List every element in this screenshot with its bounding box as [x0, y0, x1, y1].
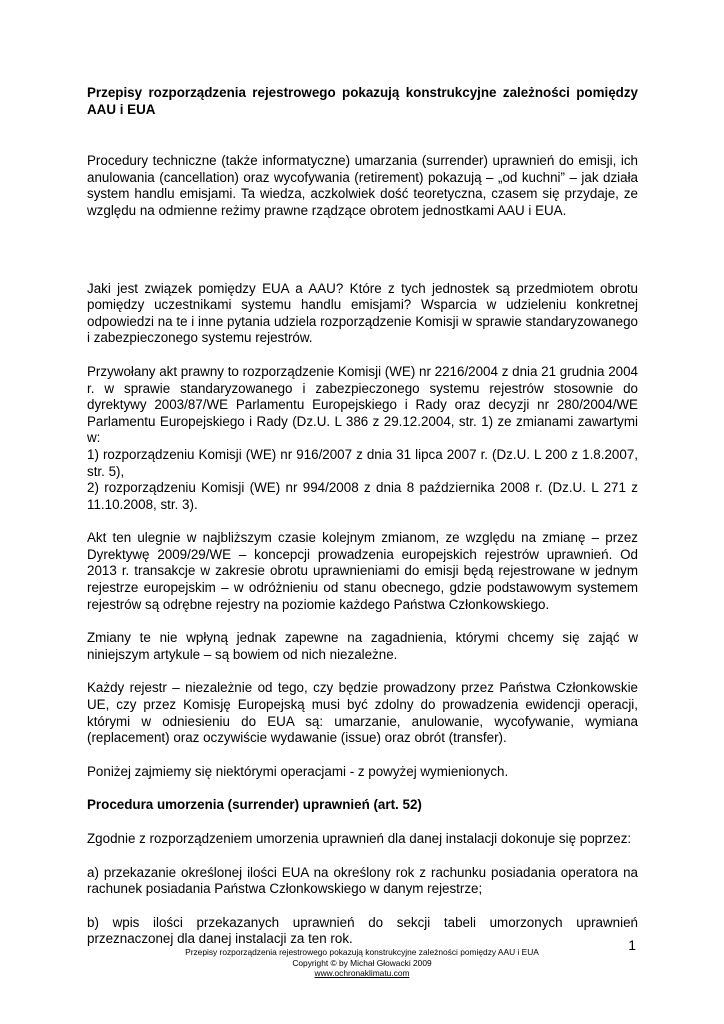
amendment-item-2: 2) rozporządzeniu Komisji (WE) nr 994/2008 z dnia 8 października 2008 r. (Dz.U. L 271 z 11.10.2008, str. 3). — [87, 480, 638, 512]
footer-website-link[interactable]: www.ochronaklimatu.com — [314, 968, 410, 979]
legal-act-paragraph: Przywołany akt prawny to rozporządzenie Komisji (WE) nr 2216/2004 z dnia 21 grudnia 2004 r. w sprawie standaryzowanego i zabezpieczonego systemu rejestrów stosownie do dyrektywy 2003/87/WE Parlamentu Europejskiego i Rady oraz decyzji nr 280/2004/WE Parlamentu Europejskiego i Rady (Dz.U. L 386 z 29.12.2004, str. 1) ze zmianami zawartymi w: — [87, 363, 638, 446]
operations-intro-paragraph: Poniżej zajmiemy się niektórymi operacjami - z powyżej wymienionych. — [87, 763, 509, 779]
page-number: 1 — [628, 937, 636, 953]
changes-paragraph: Akt ten ulegnie w najbliższym czasie kolejnym zmianom, ze względu na zmianę – przez Dyrektywę 2009/29/WE – koncepcji prowadzenia europejskich rejestrów uprawnień. Od 2013 r. transakcje w zakresie obrotu uprawnieniami do emisji będą rejestrowane w jednym rejestrze europejskim – w odróżnieniu od stanu obecnego, gdzie podstawowym systemem rejestrów są odrębne rejestry na poziomie każdego Państwa Członkowskiego. — [87, 530, 638, 612]
registry-paragraph: Każdy rejestr – niezależnie od tego, czy będzie prowadzony przez Państwa Członkowskie UE, czy przez Komisję Europejską musi być zdolny do prowadzenia ewidencji operacji, którymi w odniesieniu do EUA są: umarzanie, anulowanie, wycofywanie, wymiana (replacement) oraz oczywiście wydawanie (issue) oraz obrót (transfer). — [87, 680, 638, 746]
question-paragraph: Jaki jest związek pomiędzy EUA a AAU? Które z tych jednostek są przedmiotem obrotu pomiędzy uczestnikami systemu handlu emisjami? Wsparcia w udzieleniu konkretnej odpowiedzi na te i inne pytania udziela rozporządzenie Komisji w sprawie standaryzowanego i zabezpieczonego systemu rejestrów. — [87, 280, 638, 346]
surrender-step-a: a) przekazanie określonej ilości EUA na określony rok z rachunku posiadania operatora na rachunek posiadania Państwa Członkowskiego w danym rejestrze; — [87, 864, 638, 897]
amendment-item-1: 1) rozporządzeniu Komisji (WE) nr 916/2007 z dnia 31 lipca 2007 r. (Dz.U. L 200 z 1.8.2007, str. 5), — [87, 446, 638, 479]
footer-title: Przepisy rozporządzenia rejestrowego pokazują konstrukcyjne zależności pomiędzy AAU i EUA — [185, 947, 539, 957]
document-title: Przepisy rozporządzenia rejestrowego pokazują konstrukcyjne zależności pomiędzy AAU i EUA — [87, 85, 638, 117]
footer-copyright: Copyright © by Michał Głowacki 2009 — [292, 957, 432, 968]
scope-paragraph: Zmiany te nie wpłyną jednak zapewne na zagadnienia, którymi chcemy się zająć w niniejszym artykule – są bowiem od nich niezależne. — [87, 630, 638, 662]
document-body — [87, 85, 638, 948]
surrender-step-b: b) wpis ilości przekazanych uprawnień do sekcji tabeli umorzonych uprawnień przeznaczonej dla danej instalacji za ten rok. — [87, 914, 638, 947]
section-heading: Procedura umorzenia (surrender) uprawnień (art. 52) — [87, 797, 422, 813]
intro-paragraph: Procedury techniczne (także informatyczne) umarzania (surrender) uprawnień do emisji, ich anulowania (cancellation) oraz wycofywania (retirement) pokazują – „od kuchni” – jak działa system handlu emisjami. Ta wiedza, aczkolwiek dość teoretyczna, czasem się przydaje, ze względu na odmienne reżimy prawne rządzące obrotem jednostkami AAU i EUA. — [87, 153, 638, 218]
surrender-intro-paragraph: Zgodnie z rozporządzeniem umorzenia uprawnień dla danej instalacji dokonuje się poprzez: — [87, 831, 632, 846]
page-footer — [0, 947, 724, 979]
